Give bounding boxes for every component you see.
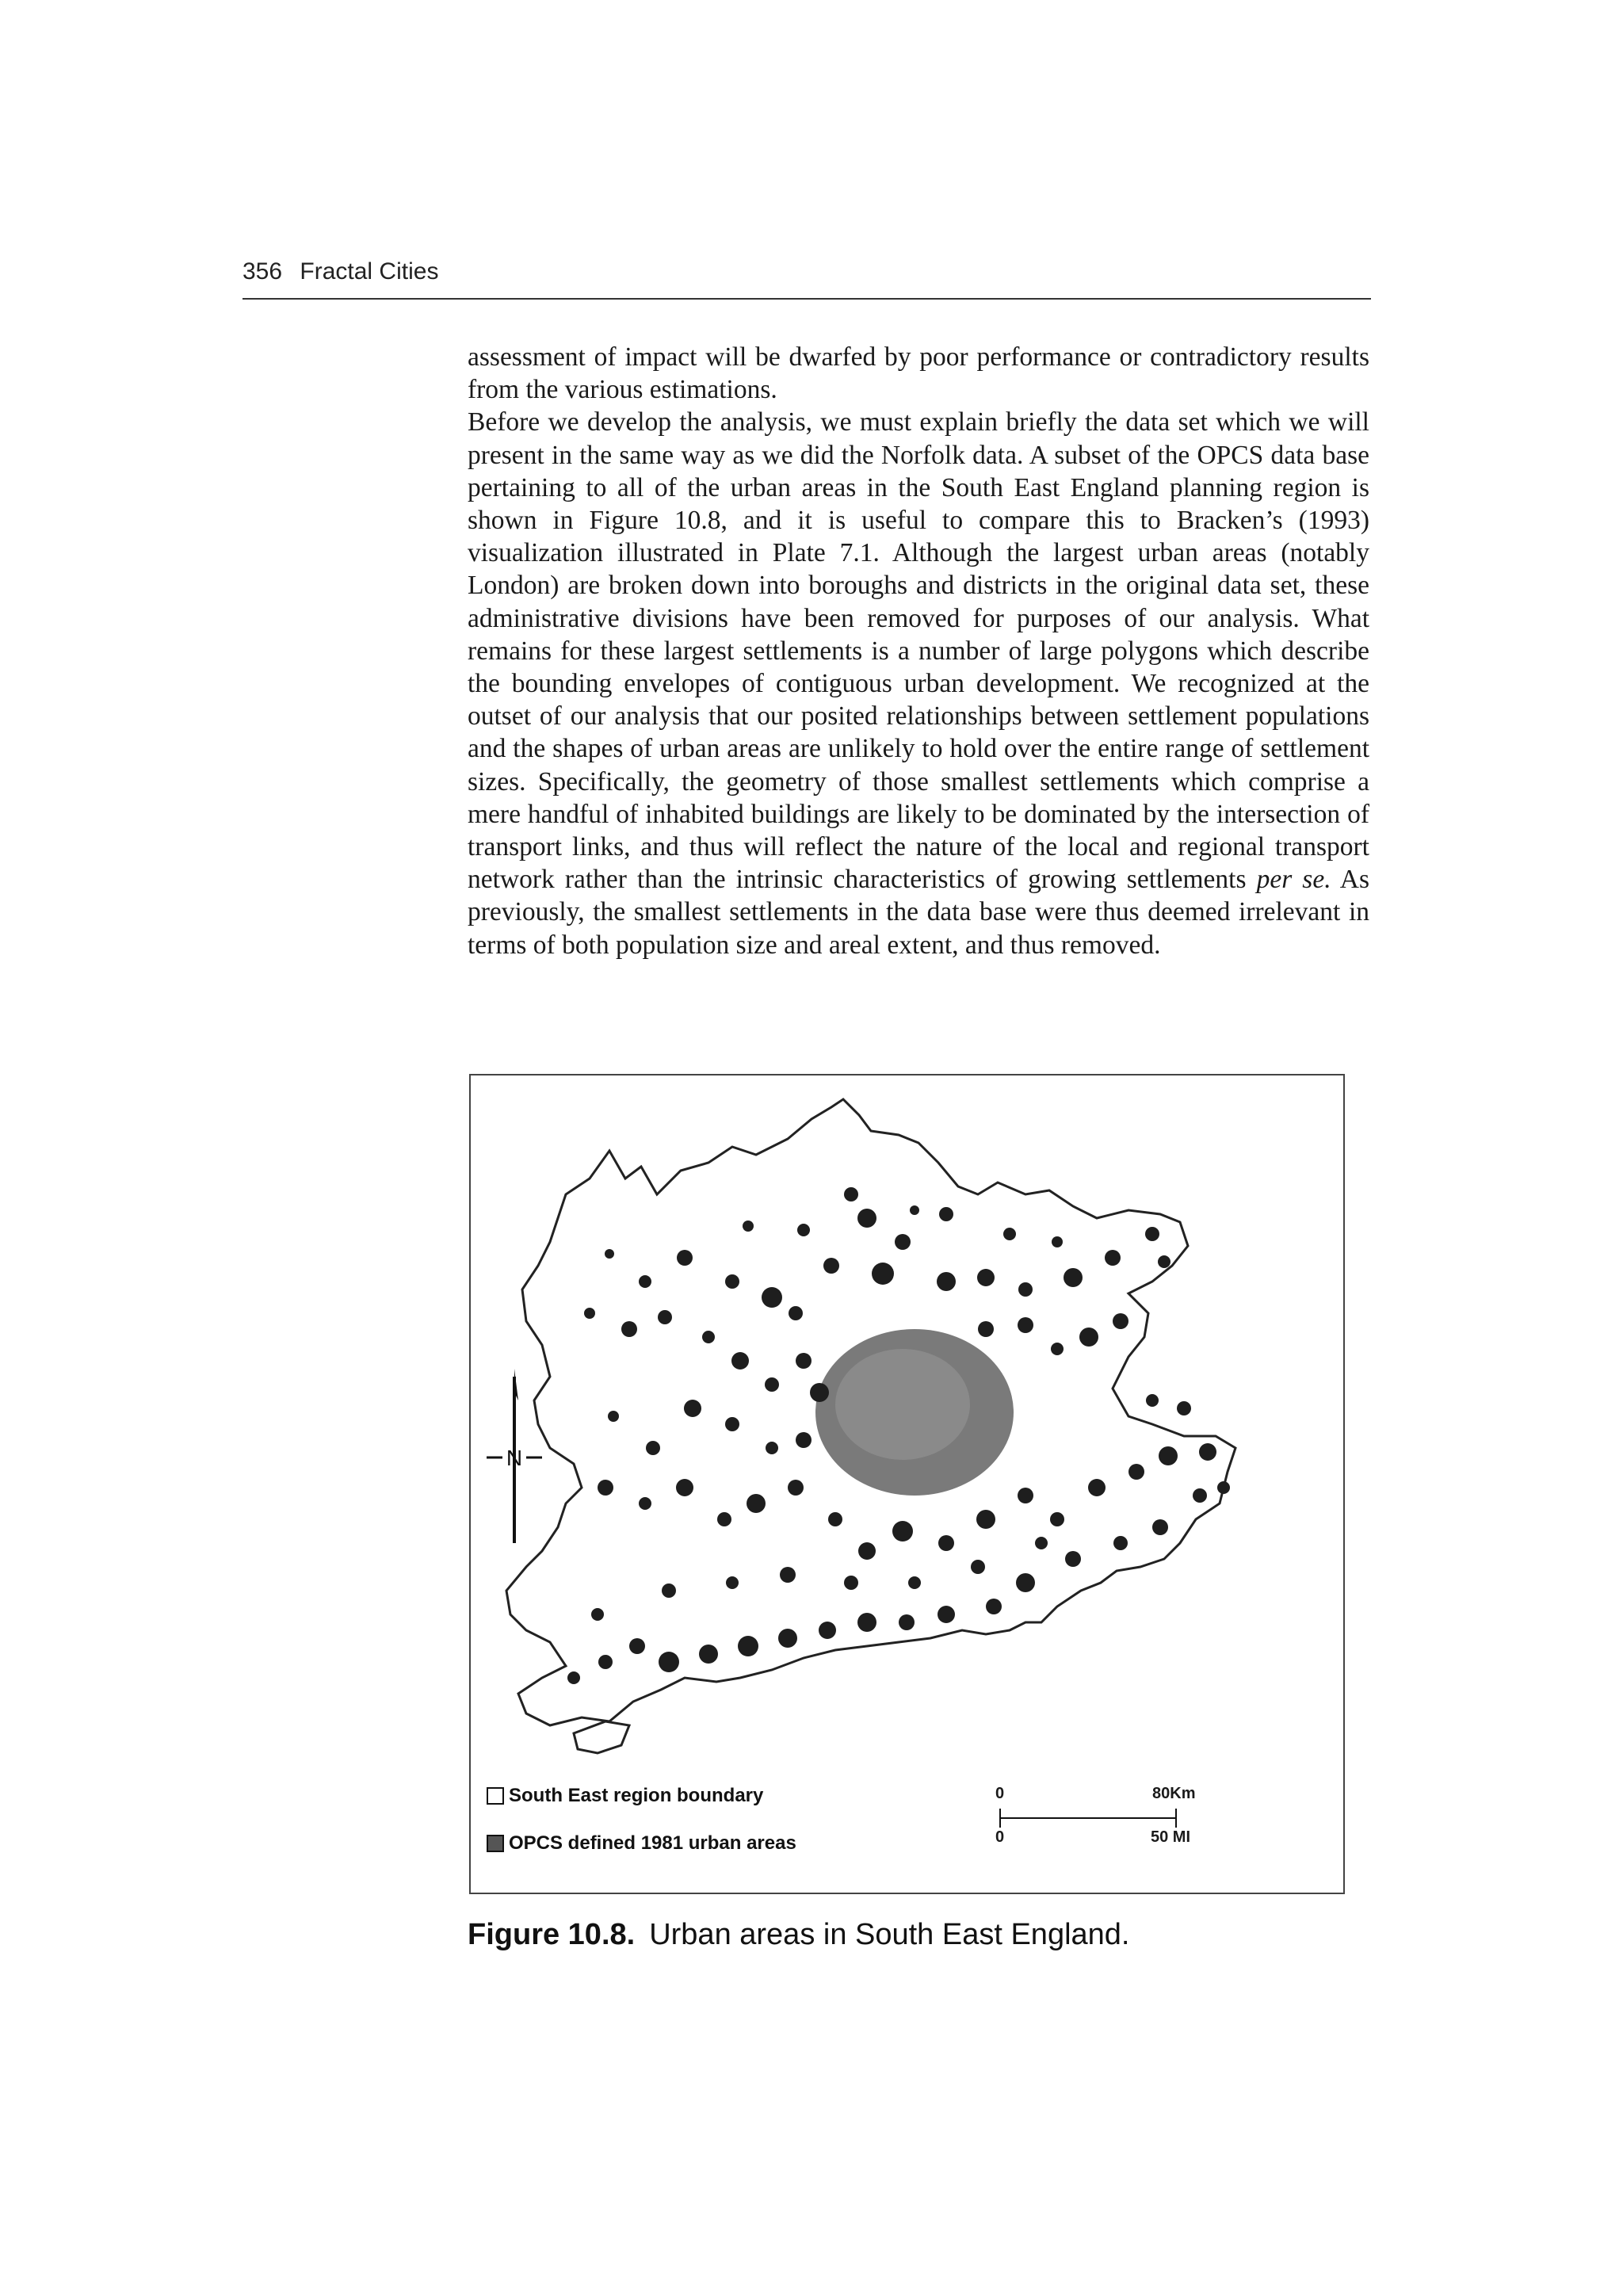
paragraph-1: assessment of impact will be dwarfed by poor performance or contradictory results from the various estimations. <box>468 342 1369 405</box>
caption-text: Urban areas in South East England. <box>649 1918 1130 1951</box>
legend-urban-label: OPCS defined 1981 urban areas <box>509 1832 796 1854</box>
legend-boundary-label: South East region boundary <box>509 1785 764 1806</box>
scale-bar <box>994 1785 1200 1864</box>
north-label: N <box>506 1446 523 1470</box>
boundary-swatch-icon <box>487 1787 504 1805</box>
scale-mi-max: 50 MI <box>1151 1828 1191 1846</box>
running-head <box>242 258 438 285</box>
paragraph-2-end: As previously, the smallest settlements in the data base were thus deemed irrelevant in terms of both population size and areal extent, and thus removed. <box>468 865 1370 960</box>
caption-label: Figure 10.8. <box>468 1918 636 1951</box>
urban-swatch-icon <box>487 1835 504 1852</box>
paragraph-2-italic: per se. <box>1256 865 1331 895</box>
legend-item-urban <box>487 1832 796 1855</box>
london-core <box>835 1349 970 1460</box>
body-text <box>468 341 1369 961</box>
scale-km-max: 80Km <box>1152 1785 1196 1802</box>
running-title: Fractal Cities <box>300 258 439 285</box>
north-arrow-icon <box>487 1369 542 1543</box>
figure-10-8 <box>469 1074 1345 1894</box>
isle-of-wight <box>574 1721 629 1753</box>
paragraph-2 <box>468 406 1369 961</box>
scale-mi-zero: 0 <box>995 1828 1005 1846</box>
header-rule <box>242 298 1371 300</box>
paragraph-2-main: Before we develop the analysis, we must explain briefly the data set which we will present in the same way as we did the Norfolk data. A subset of the OPCS data base pertaining to all of the urban areas in the South East England planning region is shown in Figure 10.8, and it is useful to compare this to Bracken’s (1993) visualization illustrated in Plate 7.1. Although the largest urban areas (notably London) are broken down into boroughs and districts in the original data set, these administrative divisions have been removed for purposes of our analysis. What remains for these largest settlements is a number of large polygons which describe the bounding envelopes of contiguous urban development. We recognized at the outset of our analysis that our posited relationships between settlement populations and the shapes of urban areas are unlikely to hold over the entire range of settlement sizes. Specifically, the geometry of those smallest settlements which comprise a mere handful of inhabited buildings are likely to be dominated by the intersection of transport links, and thus will reflect the nature of the local and regional transport network rather than the intrinsic characteristics of growing settlements <box>468 407 1369 895</box>
figure-caption <box>468 1918 1129 1952</box>
scale-km-zero: 0 <box>995 1785 1005 1802</box>
page-number: 356 <box>242 258 283 285</box>
legend-item-boundary <box>487 1785 763 1807</box>
map-svg <box>471 1075 1343 1893</box>
